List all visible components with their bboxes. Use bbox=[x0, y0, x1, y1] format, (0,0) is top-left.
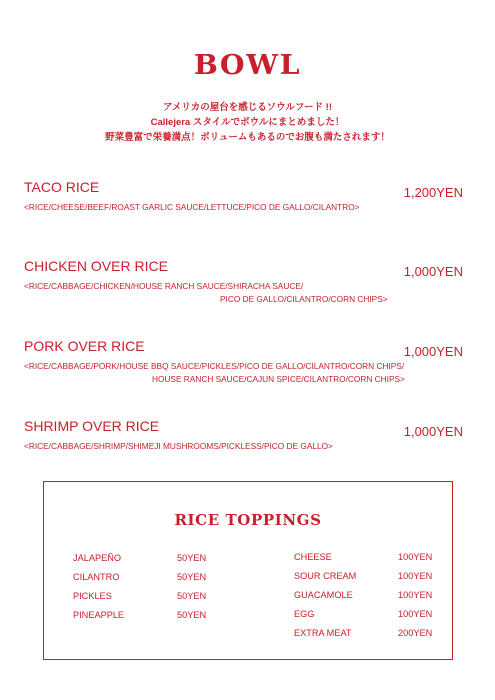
page-title: BOWL bbox=[193, 50, 302, 81]
menu-item-price: 1,000YEN bbox=[403, 344, 463, 359]
topping-name: GUACAMOLE bbox=[294, 590, 353, 600]
toppings-title: RICE TOPPINGS bbox=[174, 511, 322, 529]
intro-line: 野菜豊富で栄養満点！ボリュームもあるのでお腹も満たされます！ bbox=[105, 132, 390, 143]
menu-item-name: TACO RICE bbox=[24, 179, 100, 195]
topping-price: 50YEN bbox=[177, 591, 207, 601]
menu-item-name: SHRIMP OVER RICE bbox=[24, 418, 160, 434]
description-line: PICO DE GALLO/CILANTRO/CORN CHIPS> bbox=[220, 294, 388, 304]
topping-price: 50YEN bbox=[177, 572, 207, 582]
description-line: <RICE/CABBAGE/CHICKEN/HOUSE RANCH SAUCE/SHIRACHA SAUCE/ bbox=[24, 281, 304, 291]
menu-item-price: 1,000YEN bbox=[403, 264, 463, 279]
rice-toppings-box bbox=[43, 481, 453, 660]
topping-price: 50YEN bbox=[177, 610, 207, 620]
topping-price: 200YEN bbox=[398, 628, 433, 638]
topping-name: PINEAPPLE bbox=[73, 610, 125, 620]
topping-name: CILANTRO bbox=[73, 572, 120, 582]
topping-name: CHEESE bbox=[294, 552, 332, 562]
menu-item-description bbox=[24, 440, 333, 453]
menu-item-name: CHICKEN OVER RICE bbox=[24, 258, 168, 274]
topping-price: 100YEN bbox=[398, 571, 433, 581]
topping-price: 100YEN bbox=[398, 590, 433, 600]
topping-price: 100YEN bbox=[398, 552, 433, 562]
topping-price: 50YEN bbox=[177, 553, 207, 563]
topping-name: EXTRA MEAT bbox=[294, 628, 352, 638]
topping-name: PICKLES bbox=[73, 591, 112, 601]
menu-item-description bbox=[24, 201, 360, 214]
description-line: <RICE/CABBAGE/PORK/HOUSE BBQ SAUCE/PICKLES/PICO DE GALLO/CILANTRO/CORN CHIPS/ bbox=[24, 361, 405, 371]
description-line: <RICE/CHEESE/BEEF/ROAST GARLIC SAUCE/LETTUCE/PICO DE GALLO/CILANTRO> bbox=[24, 202, 360, 212]
menu-item-name: PORK OVER RICE bbox=[24, 338, 145, 354]
topping-name: EGG bbox=[294, 609, 315, 619]
description-line: HOUSE RANCH SAUCE/CAJUN SPICE/CILANTRO/CORN CHIPS> bbox=[152, 374, 405, 384]
topping-name: SOUR CREAM bbox=[294, 571, 357, 581]
intro-line: アメリカの屋台を感じるソウルフード !! bbox=[162, 102, 333, 113]
menu-item-price: 1,000YEN bbox=[403, 424, 463, 439]
menu-item-description bbox=[24, 360, 405, 386]
menu-item-description bbox=[24, 280, 388, 306]
topping-price: 100YEN bbox=[398, 609, 433, 619]
menu-item-price: 1,200YEN bbox=[403, 185, 463, 200]
intro-line: Callejera スタイルでボウルにまとめました！ bbox=[150, 117, 345, 128]
description-line: <RICE/CABBAGE/SHRIMP/SHIMEJI MUSHROOMS/PICKLESS/PICO DE GALLO> bbox=[24, 441, 333, 451]
intro-text bbox=[0, 100, 495, 145]
topping-name: JALAPEÑO bbox=[73, 553, 121, 563]
